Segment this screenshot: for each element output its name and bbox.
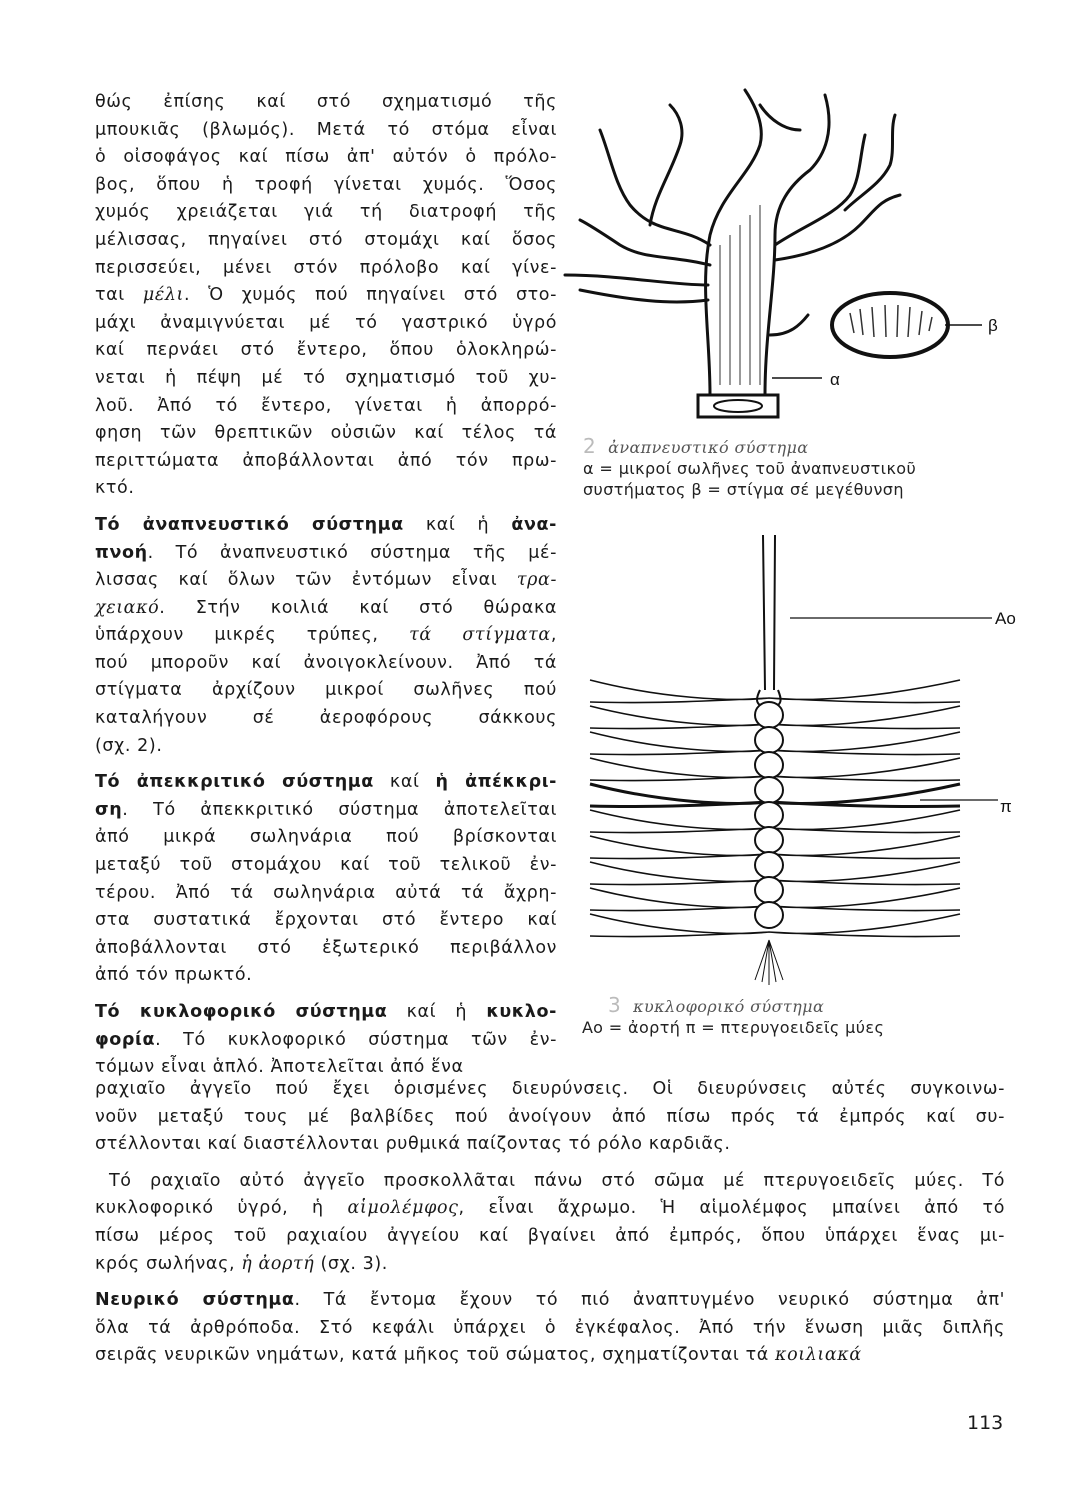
heart-chamber	[755, 902, 783, 928]
text-line	[95, 1168, 1005, 1196]
text-segment: καί περνάει στό ἔντερο, ὅπου ὁλοκληρώ-	[95, 340, 557, 361]
text-line	[95, 1287, 1005, 1315]
heart-chamber	[755, 702, 783, 728]
italic-term: κοιλιακά	[775, 1345, 862, 1366]
text-line	[95, 448, 557, 476]
text-line	[95, 595, 557, 623]
text-segment: μάχι ἀναμιγνύεται μέ τό γαστρικό ὑγρό	[95, 312, 557, 333]
text-segment: χυμός χρειάζεται γιά τή διατροφή τῆς	[95, 202, 557, 223]
italic-term: χειακό	[95, 597, 160, 618]
text-segment: μέλισσας, πηγαίνει στό στομάχι καί ὅσος	[95, 229, 557, 250]
bold-heading: ἡ ἀπέκκρι-	[435, 772, 557, 793]
bold-heading: φορία	[95, 1029, 156, 1050]
text-segment: μεταξύ τοῦ στομάχου καί τοῦ τελικοῦ ἐν-	[95, 855, 557, 876]
text-line	[95, 907, 557, 935]
bold-heading: Νευρικό σύστημα	[95, 1290, 295, 1311]
text-line	[95, 852, 557, 880]
text-line	[95, 144, 557, 172]
heart-chamber	[755, 777, 783, 803]
text-segment: . Στήν κοιλιά καί στό θώρακα	[159, 597, 557, 618]
text-segment: κρός σωλήνας,	[95, 1253, 242, 1274]
text-line	[95, 1342, 1005, 1370]
text-line	[95, 255, 557, 283]
text-line	[95, 310, 557, 338]
figure-2-title: ἀναπνευστικό σύστημα	[608, 438, 809, 457]
paragraph	[95, 999, 557, 1082]
bold-heading: ἀνα-	[511, 514, 557, 535]
text-line	[95, 650, 557, 678]
text-line	[95, 227, 557, 255]
heart-chamber	[755, 852, 783, 878]
text-line	[95, 1195, 1005, 1223]
paragraph	[95, 1076, 1005, 1159]
figure-2-caption	[583, 436, 916, 500]
heart-chamber	[755, 752, 783, 778]
text-line	[95, 622, 557, 650]
text-segment: μπουκιᾶς (βλωμός). Μετά τό στόμα εἶναι	[95, 119, 557, 140]
heart-chamber	[755, 802, 783, 828]
text-segment: . Τά ἔντομα ἔχουν τό πιό ἀναπτυγμένο νευρικό σύστημα ἀπ'	[294, 1290, 1006, 1311]
text-segment: ὑπάρχουν μικρές τρύπες,	[95, 625, 410, 646]
text-line	[95, 824, 557, 852]
figure-3-caption-line-2: Ao = ἀορτή π = πτερυγοειδεῖς μύες	[582, 1018, 885, 1037]
text-segment: ,	[550, 625, 557, 646]
text-segment: πού μποροῦν καί ἀνοιγοκλείνουν. Ἀπό τά	[95, 652, 557, 673]
text-segment: κυκλοφορικό ὑγρό, ἡ	[95, 1198, 348, 1219]
paragraph	[95, 1287, 1005, 1370]
text-line	[95, 89, 557, 117]
text-line	[95, 705, 557, 733]
text-segment: στίγματα ἀρχίζουν μικροί σωλῆνες πού	[95, 680, 557, 701]
text-segment: . Ὁ χυμός πού πηγαίνει στό στο-	[183, 285, 557, 306]
heart-chamber	[755, 827, 783, 853]
paragraph	[95, 512, 557, 760]
bold-heading: Τό ἀναπνευστικό σύστημα	[95, 514, 404, 535]
text-line	[95, 199, 557, 227]
text-segment: τέρου. Ἀπό τά σωληνάρια αὐτά τά ἄχρη-	[95, 882, 557, 903]
text-segment: ραχιαῖο ἀγγεῖο πού ἔχει ὁρισμένες διευρύνσεις. Οἱ διευρύνσεις αὐτές συγκοινω-	[95, 1079, 1005, 1099]
text-segment: καί ἡ	[387, 1002, 487, 1022]
italic-term: μέλι	[142, 285, 184, 306]
text-segment: φηση τῶν θρεπτικῶν οὐσιῶν καί τέλος τά	[95, 423, 557, 444]
text-segment: . Τό ἀπεκκριτικό σύστημα ἀποτελεῖται	[122, 799, 557, 820]
figure-2-caption-line-2: συστήματος β = στίγμα σέ μεγέθυνση	[583, 480, 904, 499]
text-segment: καταλήγουν σέ ἀεροφόρους σάκκους	[95, 708, 557, 729]
text-segment: λοῦ. Ἀπό τό ἔντερο, γίνεται ἡ ἀπορρό-	[95, 395, 557, 416]
text-segment: . Τό κυκλοφορικό σύστημα τῶν ἐν-	[155, 1029, 557, 1050]
figure-3-label-ao: Ao	[995, 609, 1016, 628]
bold-heading: Τό ἀπεκκριτικό σύστημα	[95, 772, 374, 793]
text-segment: . Τό ἀναπνευστικό σύστημα τῆς μέ-	[147, 542, 557, 563]
bold-heading: Τό κυκλοφορικό σύστημα	[95, 1002, 388, 1022]
text-segment: τόμων εἶναι ἁπλό. Ἀποτελεῖται ἀπό ἕνα	[95, 1057, 464, 1078]
text-line	[95, 337, 557, 365]
text-segment: σειρᾶς νευρικῶν νημάτων, κατά μῆκος τοῦ σώματος, σχηματίζονται τά	[95, 1345, 776, 1366]
text-segment: στέλλονται καί διαστέλλονται ρυθμικά παίζοντας τό ρόλο καρδιᾶς.	[95, 1134, 731, 1155]
text-line	[95, 769, 557, 797]
paragraph	[95, 769, 557, 990]
text-segment: (σχ. 3).	[314, 1253, 388, 1274]
text-segment: ἀπό τόν πρωκτό.	[95, 965, 253, 986]
figure-3-title: κυκλοφορικό σύστημα	[633, 997, 825, 1016]
text-line	[95, 677, 557, 705]
text-segment: καί ἡ	[403, 514, 512, 535]
figure-2-respiratory-diagram	[560, 85, 1010, 430]
text-line	[95, 365, 557, 393]
text-segment: λισσας καί ὅλων τῶν ἐντόμων εἶναι	[95, 570, 517, 591]
figure-2-label-b: β	[988, 316, 998, 335]
text-segment: πίσω μέρος τοῦ ραχιαίου ἀγγείου καί βγαίνει ἀπό ἐμπρός, ὅπου ὑπάρχει ἕνας μι-	[95, 1225, 1005, 1246]
text-line	[95, 797, 557, 825]
text-line	[95, 117, 557, 145]
text-line	[95, 567, 557, 595]
text-line	[95, 1223, 1005, 1251]
text-segment: καί	[373, 772, 436, 793]
bold-heading: κυκλο-	[486, 1002, 557, 1022]
text-segment: , εἶναι ἄχρωμο. Ἡ αἱμολέμφος μπαίνει ἀπό τό	[458, 1198, 1006, 1219]
text-line	[95, 1251, 1005, 1279]
figure-3-number: 3	[608, 993, 622, 1017]
text-segment: περισσεύει, μένει στόν πρόλοβο καί γίνε-	[95, 257, 557, 278]
figure-3-circulatory-diagram	[560, 530, 1030, 990]
text-line	[95, 1104, 1005, 1132]
italic-term: τρα-	[516, 570, 557, 591]
page-number: 113	[967, 1412, 1004, 1434]
text-line	[95, 733, 557, 761]
paragraph	[95, 89, 557, 503]
text-line	[95, 512, 557, 540]
left-column-text	[95, 89, 557, 1091]
text-segment: θώς ἐπίσης καί στό σχηματισμό τῆς	[95, 92, 557, 112]
figure-2-label-a: α	[830, 370, 840, 389]
text-segment: κτό.	[95, 478, 135, 499]
text-segment: νεται ἡ πέψη μέ τό σχηματισμό τοῦ χυ-	[95, 367, 557, 388]
figure-2-caption-line-1: α = μικροί σωλῆνες τοῦ ἀναπνευστικοῦ	[583, 459, 917, 478]
text-segment: ἀπό μικρά σωληνάρια πού βρίσκονται	[95, 827, 557, 848]
text-line	[95, 282, 557, 310]
text-segment: (σχ. 2).	[95, 735, 163, 756]
text-line	[95, 393, 557, 421]
text-line	[95, 880, 557, 908]
text-line	[95, 540, 557, 568]
text-line	[95, 962, 557, 990]
figure-2-number: 2	[583, 434, 597, 458]
text-segment: στα συστατικά ἔρχονται στό ἔντερο καί	[95, 910, 557, 931]
full-width-text	[95, 1076, 1005, 1379]
text-segment: ὁ οἰσοφάγος καί πίσω ἀπ' αὐτόν ὁ πρόλο-	[95, 147, 557, 168]
heart-chamber	[755, 727, 783, 753]
text-segment: Τό ραχιαῖο αὐτό ἀγγεῖο προσκολλᾶται πάνω στό σῶμα μέ πτερυγοειδεῖς μύες. Τό	[109, 1170, 1005, 1191]
italic-term: αἱμολέμφος	[347, 1198, 459, 1219]
heart-chamber	[755, 877, 783, 903]
text-line	[95, 1315, 1005, 1343]
text-line	[95, 999, 557, 1027]
figure-3-label-pi: π	[1000, 797, 1012, 816]
text-line	[95, 172, 557, 200]
text-segment: νοῦν μεταξύ τους μέ βαλβίδες πού ἀνοίγουν ἀπό πίσω πρός τά ἐμπρός καί συ-	[95, 1106, 1005, 1127]
text-line	[95, 475, 557, 503]
text-line	[95, 1131, 1005, 1159]
text-segment: ἀποβάλλονται στό ἐξωτερικό περιβάλλον	[95, 937, 557, 958]
text-segment: ται	[95, 285, 143, 306]
text-line	[95, 1076, 1005, 1104]
text-line	[95, 935, 557, 963]
italic-term: τά στίγματα	[409, 625, 551, 646]
text-line	[95, 1027, 557, 1055]
text-segment: ὅλα τά ἀρθρόποδα. Στό κεφάλι ὑπάρχει ὁ ἐγκέφαλος. Ἀπό τήν ἕνωση μιᾶς διπλῆς	[95, 1317, 1005, 1338]
italic-term: ἡ ἀορτή	[241, 1253, 315, 1274]
text-line	[95, 420, 557, 448]
figure-3-caption	[582, 993, 885, 1038]
text-segment: βος, ὅπου ἡ τροφή γίνεται χυμός. Ὅσος	[95, 174, 557, 195]
bold-heading: πνοή	[95, 542, 148, 563]
bold-heading: ση	[95, 799, 123, 820]
text-segment: περιττώματα ἀποβάλλονται ἀπό τόν πρω-	[95, 450, 557, 471]
paragraph	[95, 1168, 1005, 1278]
